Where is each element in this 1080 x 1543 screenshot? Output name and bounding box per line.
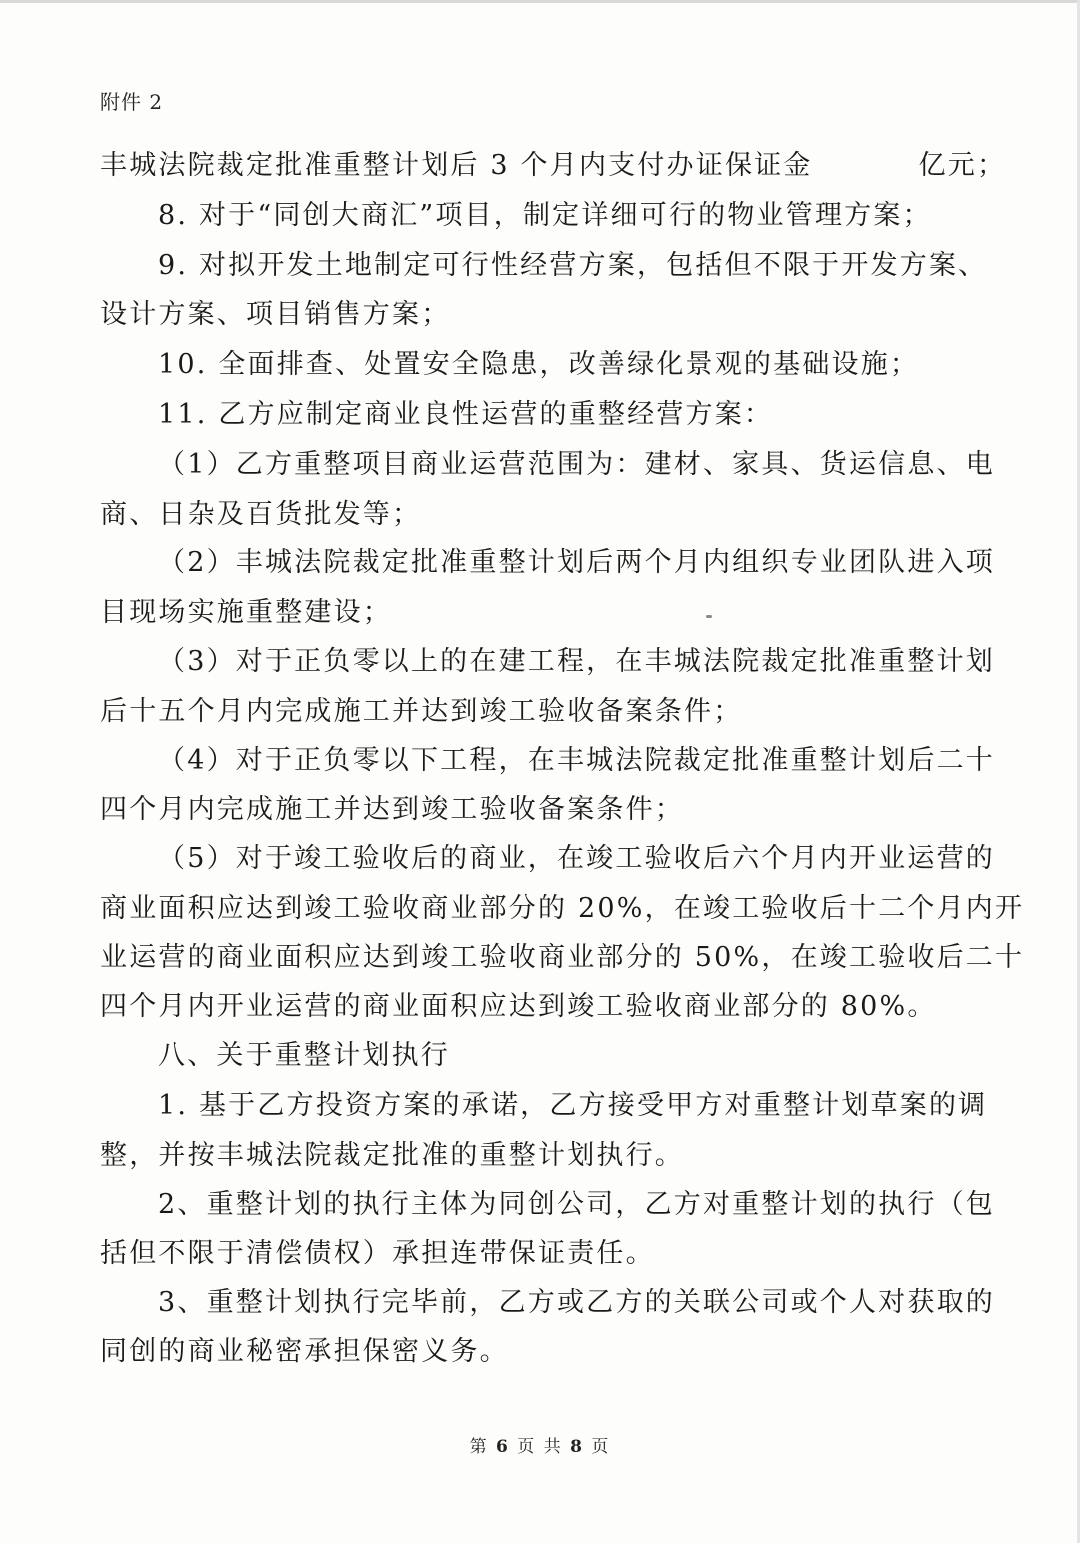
body-line: （2）丰城法院裁定批准重整计划后两个月内组织专业团队进入项 (158, 547, 995, 578)
body-line: 括但不限于清偿债权）承担连带保证责任。 (100, 1238, 655, 1269)
body-line: （3）对于正负零以上的在建工程，在丰城法院裁定批准重整计划 (158, 646, 995, 677)
body-line: 整，并按丰城法院裁定批准的重整计划执行。 (100, 1140, 684, 1171)
body-line: 业运营的商业面积应达到竣工验收商业部分的 50%，在竣工验收后二十 (100, 942, 1025, 973)
footer-prefix: 第 (469, 1437, 489, 1457)
scan-edge (0, 0, 1080, 3)
body-line: 3、重整计划执行完毕前，乙方或乙方的关联公司或个人对获取的 (158, 1287, 995, 1318)
body-line-part: 丰城法院裁定批准重整计划后 3 个月内支付办证保证金 (100, 150, 813, 181)
body-line: 后十五个月内完成施工并达到竣工验收备案条件； (100, 696, 743, 727)
body-line: 10. 全面排查、处置安全隐患，改善绿化景观的基础设施； (158, 349, 920, 380)
footer-suffix: 页 (591, 1437, 611, 1457)
body-line: 同创的商业秘密承担保密义务。 (100, 1336, 509, 1367)
body-line-part: 亿元； (918, 150, 1007, 181)
section-heading: 八、关于重整计划执行 (158, 1040, 450, 1071)
body-line: 四个月内完成施工并达到竣工验收备案条件； (100, 794, 684, 825)
body-line: （5）对于竣工验收后的商业，在竣工验收后六个月内开业运营的 (158, 843, 995, 874)
body-line: 四个月内开业运营的商业面积应达到竣工验收商业部分的 80%。 (100, 991, 937, 1022)
page-number-footer (0, 1432, 1080, 1457)
total-page-number: 8 (570, 1437, 584, 1457)
body-line: 9. 对拟开发土地制定可行性经营方案，包括但不限于开发方案、 (158, 250, 988, 281)
body-line: 8. 对于“同创大商汇”项目，制定详细可行的物业管理方案； (158, 200, 932, 231)
body-line: （4）对于正负零以下工程，在丰城法院裁定批准重整计划后二十 (158, 745, 995, 776)
body-line: 11. 乙方应制定商业良性运营的重整经营方案： (158, 399, 774, 430)
footer-middle: 页 共 (517, 1437, 563, 1457)
body-line: 2、重整计划的执行主体为同创公司，乙方对重整计划的执行（包 (158, 1189, 995, 1220)
body-line (100, 148, 1007, 184)
current-page-number: 6 (496, 1437, 510, 1457)
body-line: 1. 基于乙方投资方案的承诺，乙方接受甲方对重整计划草案的调 (158, 1090, 988, 1121)
scan-speck (706, 615, 712, 618)
body-line: （1）乙方重整项目商业运营范围为：建材、家具、货运信息、电 (158, 449, 995, 480)
attachment-label: 附件 2 (100, 90, 164, 114)
body-line: 商、日杂及百货批发等； (100, 499, 422, 530)
body-line: 商业面积应达到竣工验收商业部分的 20%，在竣工验收后十二个月内开 (100, 893, 1025, 924)
body-line: 目现场实施重整建设； (100, 597, 392, 628)
body-line: 设计方案、项目销售方案； (100, 299, 451, 330)
